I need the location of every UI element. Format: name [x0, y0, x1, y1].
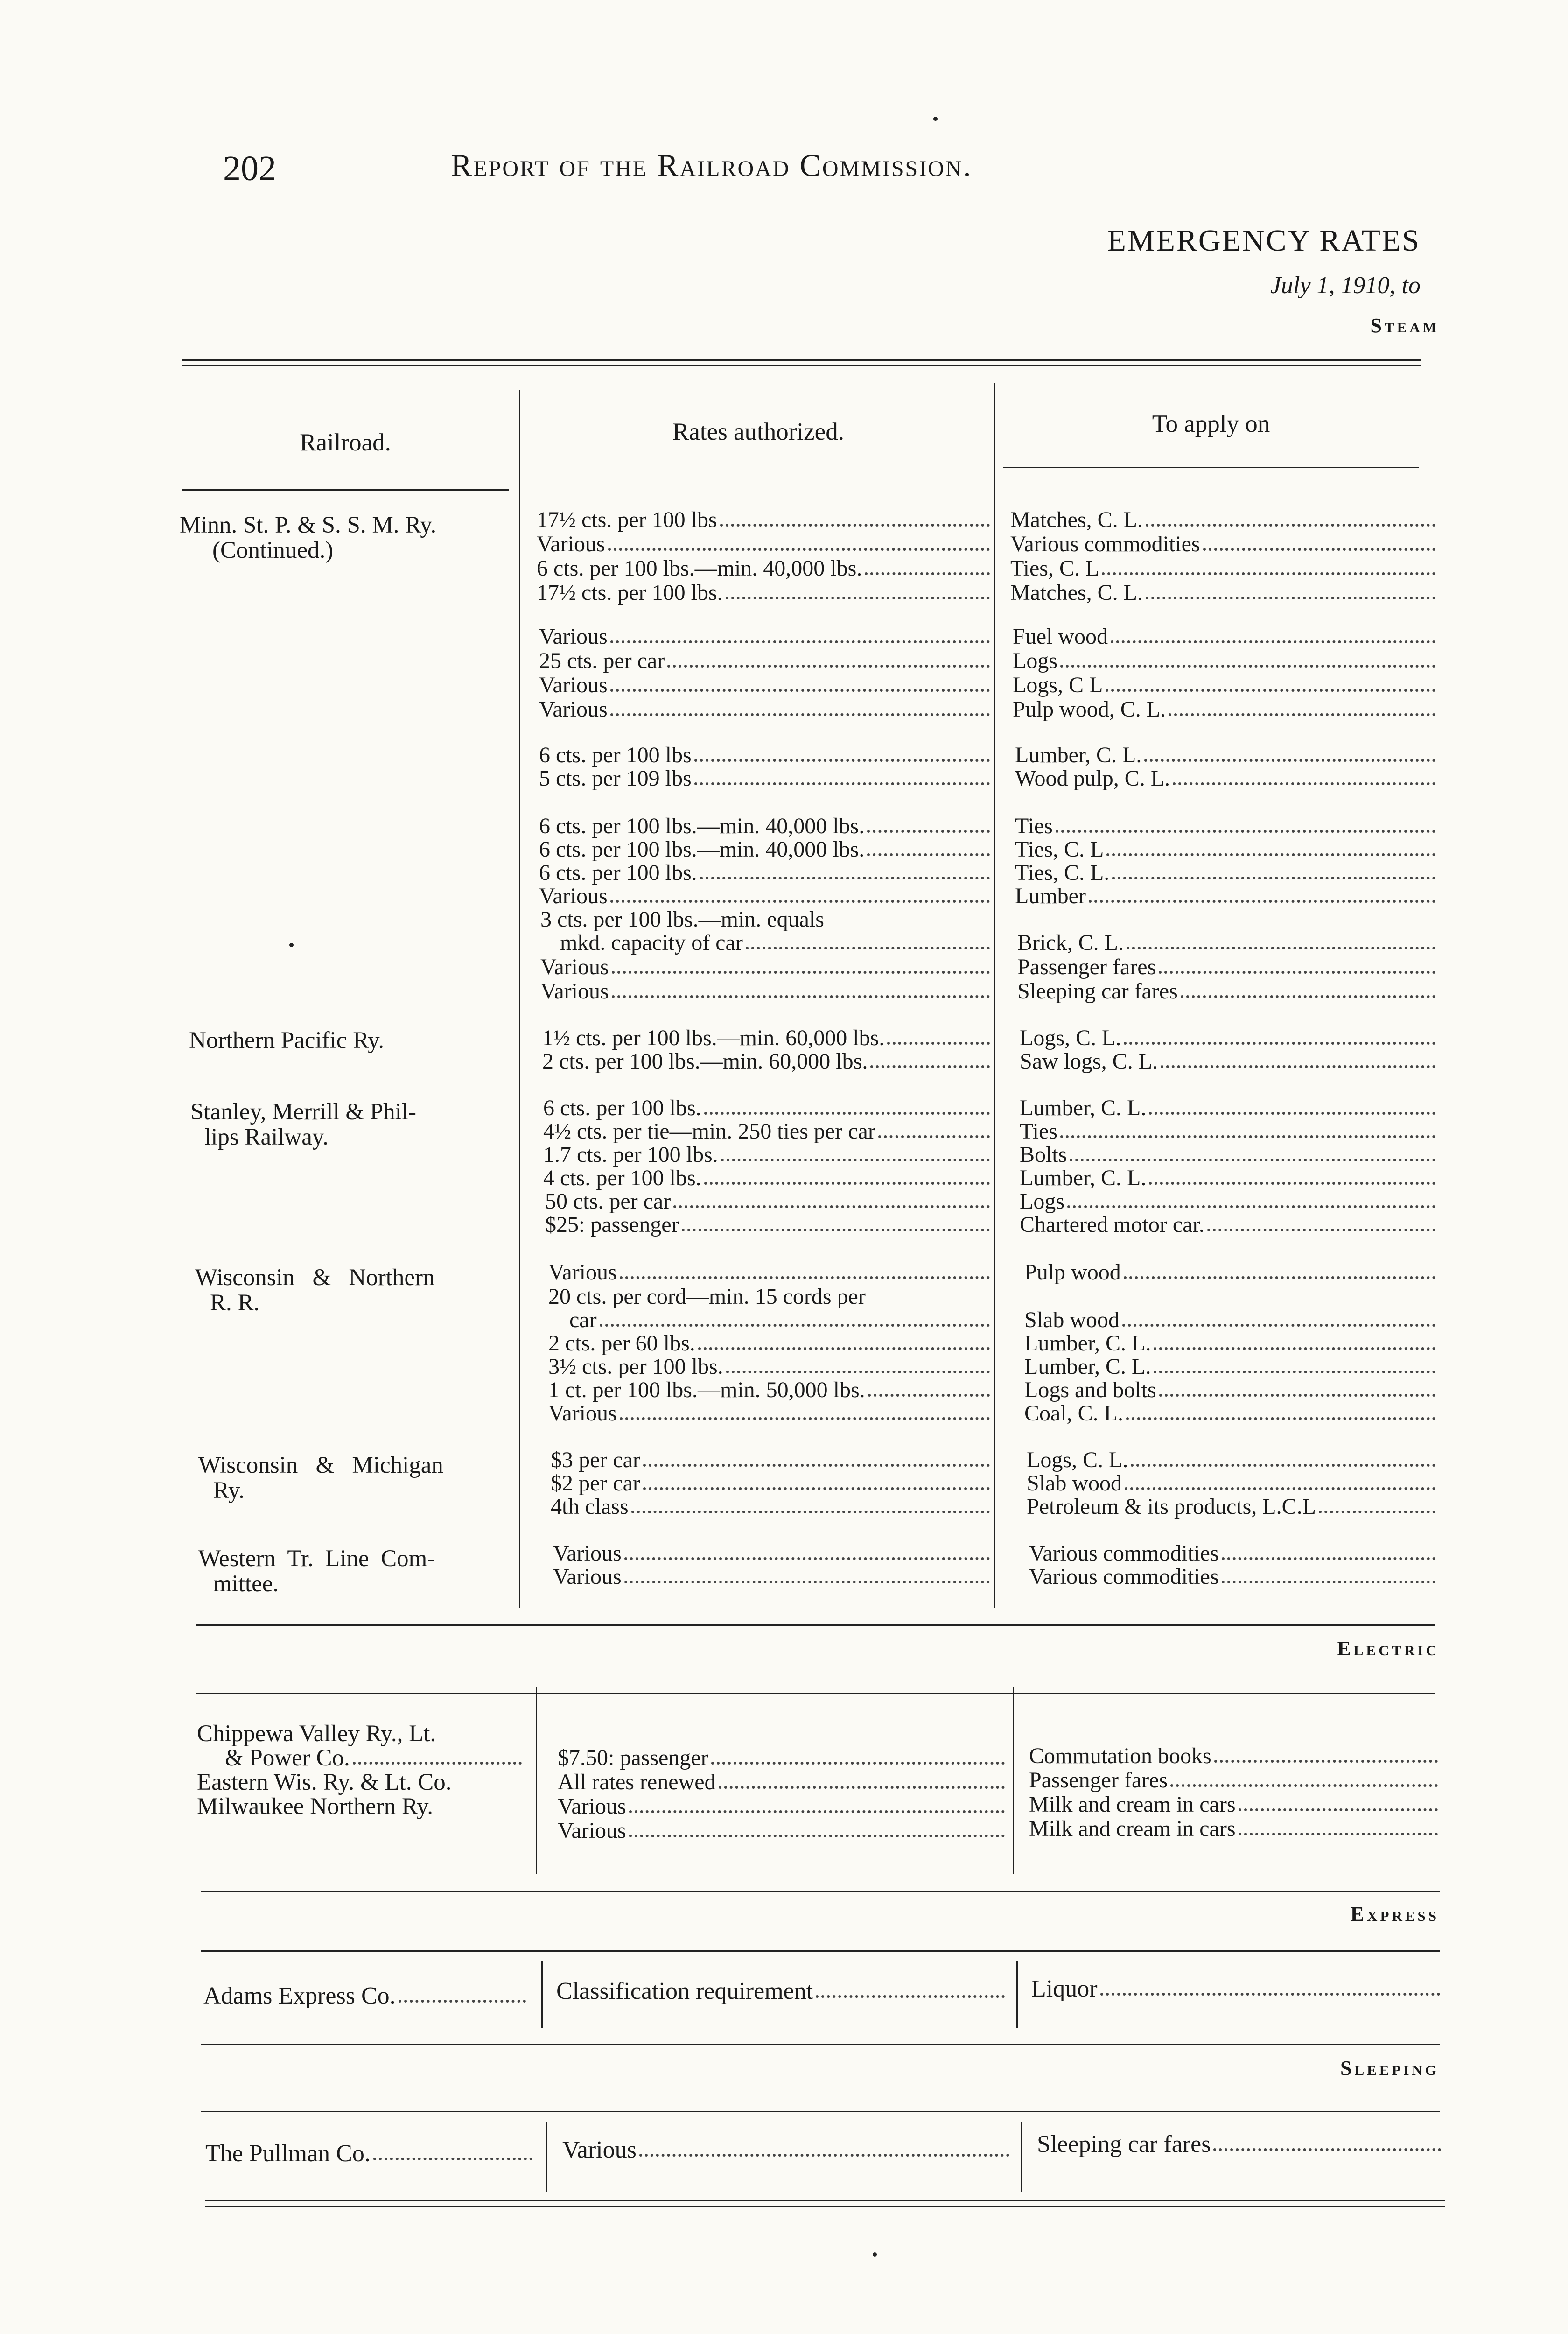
rate-cell: 2 cts. per 60 lbs. [548, 1331, 992, 1356]
rate-cell: Various [539, 884, 992, 908]
apply-cell: Ties, C. L [1015, 837, 1437, 862]
sleeping-divider-2 [1021, 2122, 1022, 2192]
rate-cell: 6 cts. per 100 lbs.—min. 40,000 lbs. [537, 556, 992, 581]
electric-divider-2 [1013, 1687, 1014, 1874]
railroad-chippewa: Chippewa Valley Ry., Lt. [197, 1721, 436, 1747]
railroad-milwaukee-northern: Milwaukee Northern Ry. [197, 1793, 433, 1820]
railroad-name: Northern Pacific Ry. [189, 1027, 385, 1054]
express-divider-2 [1016, 1961, 1018, 2028]
ink-speck [289, 943, 294, 947]
column-divider-1 [519, 390, 520, 1608]
railroad-name-cont: (Continued.) [212, 537, 334, 563]
rate-cell: Various [558, 1794, 1007, 1819]
page-bottom-rule-2 [205, 2206, 1445, 2207]
apply-cell: Lumber, C. L. [1020, 1166, 1437, 1190]
railroad-wisconsin-northern [195, 1265, 435, 1315]
railroad-chippewa-cont: & Power Co. [197, 1746, 524, 1770]
apply-cell: Bolts [1020, 1143, 1437, 1167]
rate-cell: Various [548, 1401, 992, 1426]
apply-cell: Passenger fares [1029, 1768, 1440, 1793]
rate-cell: 1.7 cts. per 100 lbs. [543, 1143, 992, 1167]
railroad-minn-st-p [180, 513, 436, 563]
railroad-adams-express: Adams Express Co. [203, 1984, 528, 2008]
section-label-sleeping: Sleeping [1340, 2057, 1439, 2080]
rate-cell: $2 per car [551, 1471, 992, 1496]
section-label-electric: Electric [1337, 1637, 1439, 1660]
apply-cell: Lumber, C. L. [1020, 1096, 1437, 1120]
rate-cell: Various [539, 673, 992, 697]
apply-cell: Wood pulp, C. L. [1015, 766, 1437, 791]
rate-cell: car [569, 1308, 992, 1332]
sleeping-divider-1 [546, 2122, 547, 2192]
page-number: 202 [223, 149, 276, 188]
rate-cell: Various [558, 1819, 1007, 1843]
rate-cell: 17½ cts. per 100 lbs [537, 508, 992, 532]
apply-cell: Logs, C. L. [1020, 1026, 1437, 1050]
sleeping-apply: Sleeping car fares [1037, 2132, 1443, 2157]
rate-cell: 17½ cts. per 100 lbs. [537, 581, 992, 605]
apply-cell: Coal, C. L. [1024, 1401, 1437, 1426]
apply-cell: Slab wood [1024, 1308, 1437, 1332]
railroad-name: Wisconsin & Michigan [198, 1452, 443, 1478]
railroad-eastern-wis: Eastern Wis. Ry. & Lt. Co. [197, 1769, 452, 1795]
header-rule-railroad [182, 489, 509, 491]
express-divider-1 [541, 1961, 543, 2028]
railroad-electric-group [197, 1722, 533, 1819]
section-label-steam: Steam [1370, 314, 1439, 337]
rate-cell: 4th class [551, 1495, 992, 1519]
column-header-apply: To apply on [1152, 410, 1270, 437]
apply-cell: Various commodities [1029, 1541, 1437, 1566]
electric-header-rule [196, 1693, 1435, 1694]
railroad-name-cont: mittee. [213, 1571, 279, 1597]
apply-cell: Ties [1015, 814, 1437, 838]
page-title: EMERGENCY RATES [1107, 224, 1421, 258]
rate-cell: 1½ cts. per 100 lbs.—min. 60,000 lbs. [542, 1026, 992, 1050]
ink-speck [873, 2252, 877, 2257]
apply-cell: Logs, C. L. [1027, 1448, 1437, 1472]
apply-cell: Matches, C. L. [1010, 581, 1437, 605]
apply-cell: Lumber, C. L. [1024, 1355, 1437, 1379]
apply-cell: Chartered motor car. [1020, 1213, 1437, 1237]
column-header-railroad: Railroad. [300, 429, 391, 456]
rate-cell: Various [539, 625, 992, 649]
rate-cell: Various [537, 532, 992, 556]
railroad-name-cont: R. R. [210, 1290, 260, 1316]
rate-cell: 5 cts. per 109 lbs [539, 766, 992, 791]
column-header-rates: Rates authorized. [672, 418, 844, 445]
apply-cell: Fuel wood [1013, 625, 1437, 649]
apply-cell: Petroleum & its products, L.C.L [1027, 1495, 1437, 1519]
apply-cell: Milk and cream in cars [1029, 1817, 1440, 1841]
rate-cell: Various [548, 1260, 992, 1285]
apply-cell: Pulp wood, C. L. [1013, 697, 1437, 722]
apply-cell: Lumber [1015, 884, 1437, 908]
rate-cell: 20 cts. per cord—min. 15 cords per [548, 1285, 866, 1309]
rate-cell: Various [553, 1565, 992, 1589]
apply-cell: Logs [1013, 649, 1437, 673]
railroad-name-cont: Ry. [213, 1477, 245, 1504]
railroad-western-tr-line [198, 1546, 435, 1596]
rate-cell: 50 cts. per car [545, 1189, 992, 1214]
apply-cell: Ties [1020, 1119, 1437, 1144]
apply-cell: Pulp wood [1024, 1260, 1437, 1285]
rate-cell: 3 cts. per 100 lbs.—min. equals [540, 907, 824, 932]
rate-cell: Various [553, 1541, 992, 1566]
express-apply: Liquor [1031, 1977, 1442, 2001]
rate-cell: Various [539, 697, 992, 722]
apply-cell: Various commodities [1029, 1565, 1437, 1589]
apply-cell: Brick, C. L. [1017, 931, 1437, 955]
railroad-wisconsin-michigan [198, 1453, 443, 1503]
period-label: July 1, 1910, to [1270, 272, 1421, 299]
rate-cell: 3½ cts. per 100 lbs. [548, 1355, 992, 1379]
apply-cell: Matches, C. L. [1010, 508, 1437, 532]
apply-cell: Logs and bolts [1024, 1378, 1437, 1402]
rate-cell: 1 ct. per 100 lbs.—min. 50,000 lbs. [548, 1378, 992, 1402]
sleeping-header-rule [201, 2111, 1440, 2112]
rate-cell: Various [540, 979, 992, 1004]
apply-cell: Slab wood [1027, 1471, 1437, 1496]
header-rule-apply [1003, 467, 1419, 468]
electric-divider-1 [536, 1687, 537, 1874]
apply-cell: Ties, C. L. [1015, 861, 1437, 885]
running-head: Report of the Railroad Commission. [451, 148, 973, 183]
rate-cell: Various [540, 955, 992, 979]
rate-cell: $7.50: passenger [558, 1746, 1007, 1770]
railroad-pullman: The Pullman Co. [205, 2142, 534, 2166]
apply-cell: Logs [1020, 1189, 1437, 1214]
railroad-name-cont: lips Railway. [204, 1124, 329, 1150]
railroad-name: Wisconsin & Northern [195, 1265, 435, 1291]
railroad-name: Western Tr. Line Com- [198, 1546, 435, 1572]
apply-cell: Lumber, C. L. [1024, 1331, 1437, 1356]
rate-cell: 6 cts. per 100 lbs. [543, 1096, 992, 1120]
sleeping-rate: Various [562, 2138, 1011, 2162]
railroad-name: Stanley, Merrill & Phil- [190, 1099, 416, 1125]
page-bottom-rule [205, 2200, 1445, 2201]
table-top-rule-2 [182, 365, 1421, 366]
rate-cell: All rates renewed [558, 1770, 1007, 1794]
apply-cell: Various commodities [1010, 532, 1437, 556]
rate-cell: 25 cts. per car [539, 649, 992, 673]
rate-cell: $3 per car [551, 1448, 992, 1472]
rate-cell: 4½ cts. per tie—min. 250 ties per car [543, 1119, 992, 1144]
express-header-rule [201, 1950, 1440, 1952]
rate-cell: $25: passenger [545, 1213, 992, 1237]
rate-cell: 6 cts. per 100 lbs.—min. 40,000 lbs. [539, 837, 992, 862]
apply-cell: Commutation books [1029, 1744, 1440, 1768]
apply-cell: Saw logs, C. L. [1020, 1049, 1437, 1074]
railroad-stanley-merrill [190, 1099, 416, 1150]
rate-cell: 6 cts. per 100 lbs.—min. 40,000 lbs. [539, 814, 992, 838]
rate-cell: 6 cts. per 100 lbs [539, 743, 992, 767]
express-top-rule [201, 1891, 1440, 1892]
ink-speck [933, 117, 938, 121]
column-divider-2 [994, 383, 995, 1608]
railroad-name: Minn. St. P. & S. S. M. Ry. [180, 512, 437, 538]
sleeping-top-rule [201, 2044, 1440, 2045]
apply-cell: Passenger fares [1017, 955, 1437, 979]
rate-cell: 6 cts. per 100 lbs. [539, 861, 992, 885]
section-label-express: Express [1350, 1903, 1439, 1926]
apply-cell: Sleeping car fares [1017, 979, 1437, 1004]
apply-cell: Ties, C. L [1010, 556, 1437, 581]
rate-cell: 4 cts. per 100 lbs. [543, 1166, 992, 1190]
table-top-rule [182, 359, 1421, 361]
rate-cell: mkd. capacity of car [560, 931, 992, 955]
rate-cell: 2 cts. per 100 lbs.—min. 60,000 lbs. [542, 1049, 992, 1074]
electric-top-rule [196, 1624, 1435, 1626]
apply-cell: Logs, C L [1013, 673, 1437, 697]
express-rate: Classification requirement [556, 1979, 1007, 2004]
railroad-northern-pacific [189, 1028, 384, 1053]
apply-cell: Milk and cream in cars [1029, 1793, 1440, 1817]
apply-cell: Lumber, C. L. [1015, 743, 1437, 767]
